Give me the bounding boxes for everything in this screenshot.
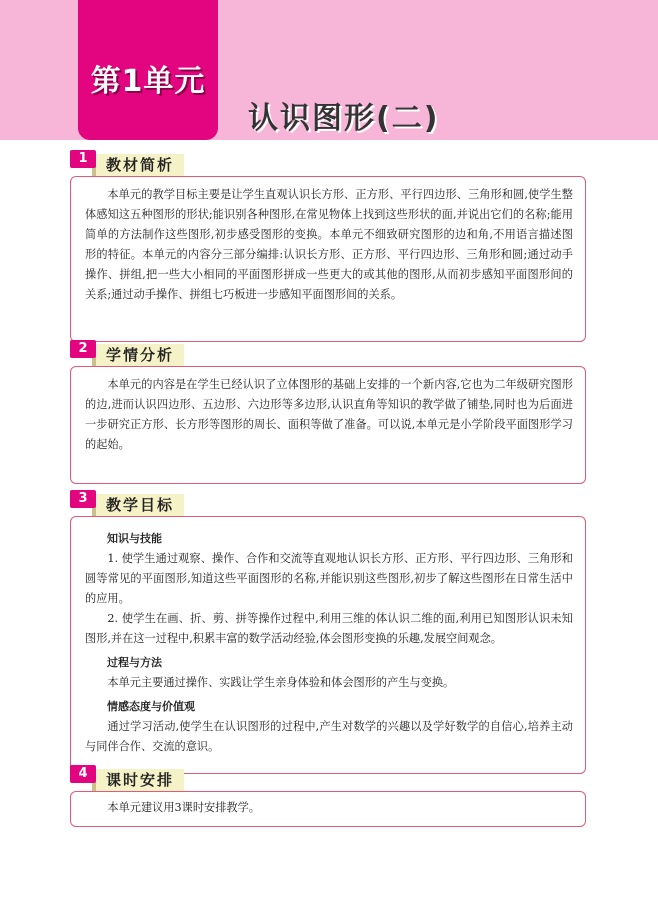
- section-title: 教材简析: [92, 154, 184, 176]
- section-header: [70, 490, 586, 516]
- section-textbook-analysis: [70, 150, 586, 342]
- subheading-attitude-values: 情感态度与价值观: [107, 700, 195, 713]
- section-teaching-goals: [70, 490, 586, 774]
- section-content: [70, 176, 586, 342]
- unit-tab: [78, 0, 218, 140]
- paragraph: 本单元的教学目标主要是让学生直观认识长方形、正方形、平行四边形、三角形和圆,使学生整体感知这五种图形的形状;能识别各种图形,在常见物体上找到这些形状的面,并说出它们的名称;能用简单的方法制作这些图形,初步感受图形的变换。本单元不细致研究图形的边和角,不用语言描述图形的特征。本单元的内容分三部分编排:认识长方形、正方形、平行四边形、三角形和圆;通过动手操作、拼组,把一些大小相同的平面图形拼成一些更大的或其他的图形,从而初步感知平面图形间的关系;通过动手操作、拼组七巧板进一步感知平面图形间的关系。: [85, 188, 573, 301]
- paragraph: 2. 使学生在画、折、剪、拼等操作过程中,利用三维的体认识二维的面,利用已知图形认识未知图形,并在这一过程中,积累丰富的数学活动经验,体会图形变换的乐趣,发展空间观念。: [85, 612, 573, 645]
- paragraph: 本单元建议用3课时安排教学。: [107, 801, 260, 814]
- section-number: 3: [70, 490, 96, 508]
- section-content: [70, 516, 586, 774]
- section-student-analysis: [70, 340, 586, 484]
- section-number: 4: [70, 765, 96, 783]
- section-header: [70, 150, 586, 176]
- paragraph: 1. 使学生通过观察、操作、合作和交流等直观地认识长方形、正方形、平行四边形、三角形和圆等常见的平面图形,知道这些平面图形的名称,并能识别这些图形,初步了解这些图形在日常生活中的应用。: [85, 552, 573, 605]
- section-content: [70, 366, 586, 484]
- section-header: [70, 340, 586, 366]
- paragraph: 通过学习活动,使学生在认识图形的过程中,产生对数学的兴趣以及学好数学的自信心,培养主动与同伴合作、交流的意识。: [85, 720, 573, 753]
- section-class-schedule: [70, 765, 586, 827]
- section-title: 课时安排: [92, 769, 184, 791]
- page-title: 认识图形(二): [248, 101, 440, 136]
- section-content: [70, 791, 586, 827]
- section-title: 教学目标: [92, 494, 184, 516]
- section-number: 1: [70, 150, 96, 168]
- section-title: 学情分析: [92, 344, 184, 366]
- paragraph: 本单元的内容是在学生已经认识了立体图形的基础上安排的一个新内容,它也为二年级研究图形的边,进而认识四边形、五边形、六边形等多边形,认识直角等知识的教学做了铺垫,同时也为后面进一步研究正方形、长方形等图形的周长、面积等做了准备。可以说,本单元是小学阶段平面图形学习的起始。: [85, 378, 573, 451]
- section-number: 2: [70, 340, 96, 358]
- subheading-knowledge-skills: 知识与技能: [107, 532, 162, 545]
- paragraph: 本单元主要通过操作、实践让学生亲身体验和体会图形的产生与变换。: [107, 676, 455, 689]
- subheading-process-method: 过程与方法: [107, 656, 162, 669]
- unit-label: 第1单元: [90, 64, 206, 99]
- section-header: [70, 765, 586, 791]
